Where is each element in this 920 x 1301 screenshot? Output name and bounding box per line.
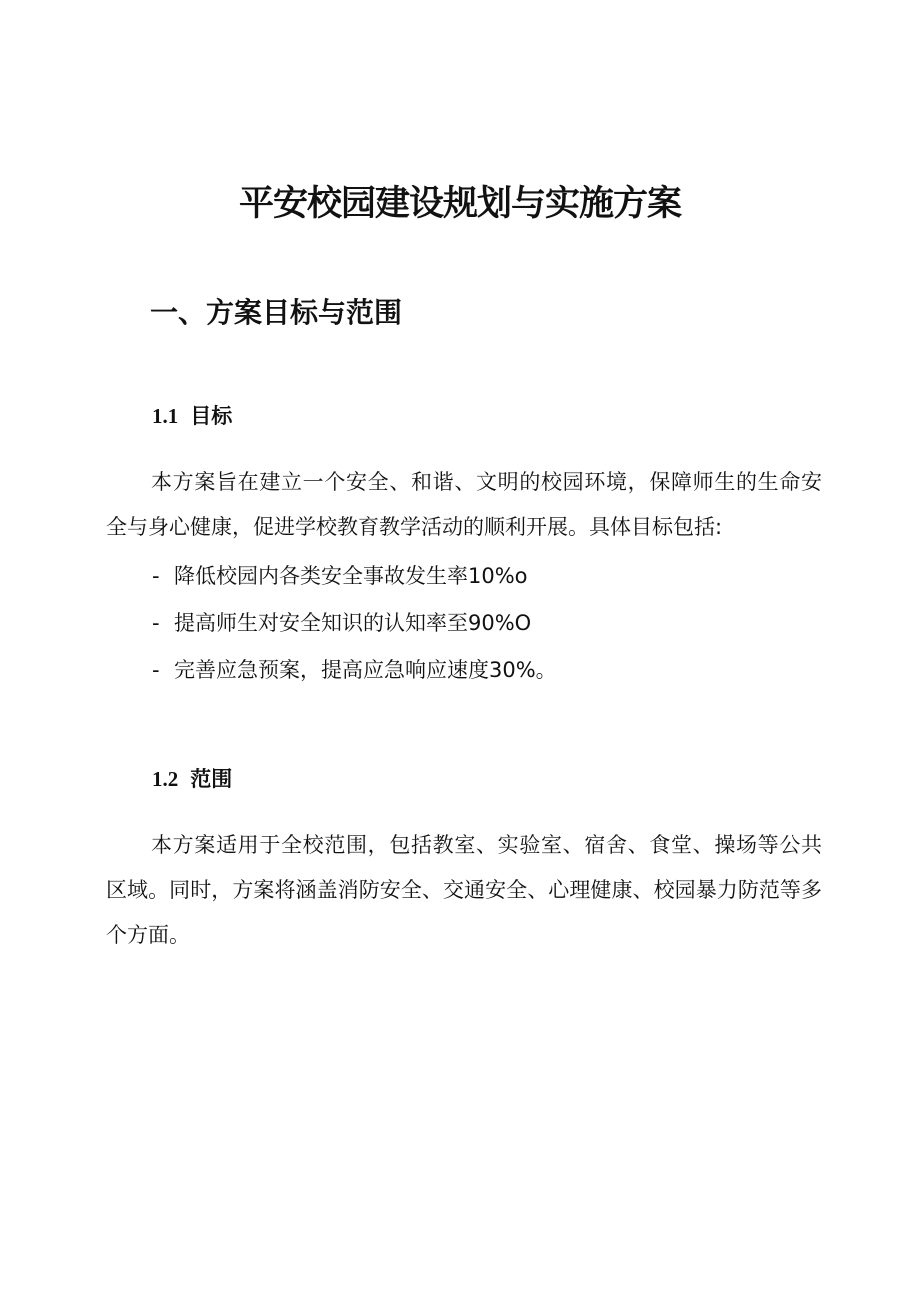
list-item <box>152 600 557 647</box>
list-item <box>152 553 557 600</box>
list-item <box>152 647 557 694</box>
subsection-title: 范围 <box>190 767 233 791</box>
subsection-heading-scope <box>152 763 232 793</box>
list-item-text: 完善应急预案，提高应急响应速度30%。 <box>174 658 557 682</box>
section-heading: 一、方案目标与范围 <box>150 296 403 329</box>
goals-paragraph: 本方案旨在建立一个安全、和谐、文明的校园环境，保障师生的生命安全与身心健康，促进学校教育教学活动的顺利开展。具体目标包括: <box>106 470 822 539</box>
subsection-number: 1.1 <box>152 404 179 428</box>
bullet-dash: - <box>152 658 160 682</box>
subsection-heading-goals <box>152 400 232 430</box>
subsection-title: 目标 <box>190 404 233 428</box>
list-item-text: 提高师生对安全知识的认知率至90%O <box>174 611 532 635</box>
scope-paragraph: 本方案适用于全校范围，包括教室、实验室、宿舍、食堂、操场等公共区域。同时，方案将涵盖消防安全、交通安全、心理健康、校园暴力防范等多个方面。 <box>106 833 822 947</box>
list-item-text: 降低校园内各类安全事故发生率10%o <box>174 564 528 588</box>
bullet-dash: - <box>152 611 160 635</box>
bullet-dash: - <box>152 564 160 588</box>
goals-list <box>152 553 557 694</box>
subsection-number: 1.2 <box>152 767 179 791</box>
document-title: 平安校园建设规划与实施方案 <box>238 184 681 224</box>
